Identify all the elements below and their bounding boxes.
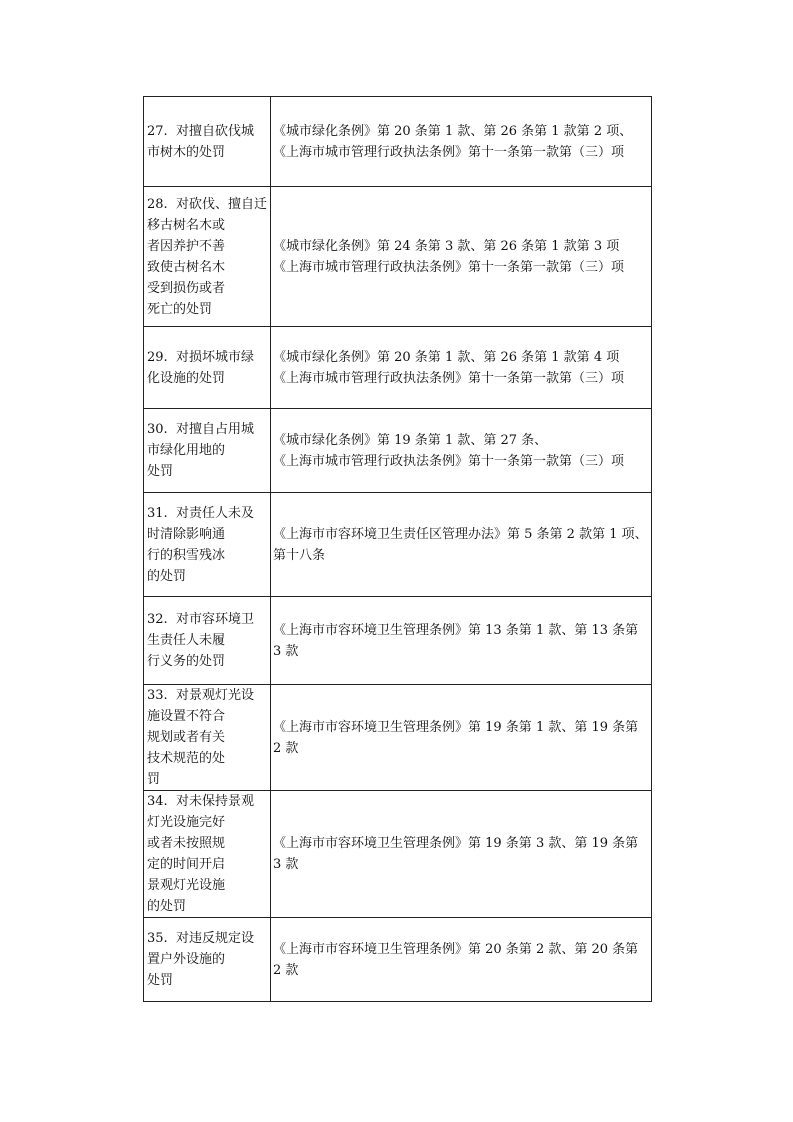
legal-basis-cell [271,327,652,409]
violation-cell [144,187,271,327]
item-head [147,503,268,524]
legal-basis-text [271,430,651,472]
item-number: 35. [147,931,168,946]
violation-line: 或者未按照规 [147,836,226,851]
item-head [147,685,268,706]
violation-cell [144,597,271,685]
violation-text [144,791,270,917]
violation-line: 灯光设施完好 [147,815,226,830]
violation-line: 景观灯光设施 [147,878,226,893]
legal-basis-text [271,717,651,759]
violation-text [144,347,270,389]
table-row [144,685,652,791]
violation-cell [144,918,271,1002]
violation-text [144,121,270,163]
violation-line: 处罚 [147,464,174,479]
violation-line: 定的时间开启 [147,857,226,872]
violation-line: 对擅自占用城 [176,422,255,437]
violation-line: 死亡的处罚 [147,301,213,317]
item-number: 27. [147,123,168,139]
legal-basis-cell [271,597,652,685]
violation-line: 对景观灯光设 [176,688,255,703]
violation-text [144,503,270,587]
legal-basis-line: 《上海市城市管理行政执法条例》第十一条第一款第（三）项 [273,259,625,275]
legal-basis-text [271,620,651,662]
item-head [147,419,268,440]
legal-basis-line: 《城市绿化条例》第 20 条第 1 款、第 26 条第 1 款第 4 项 [273,349,620,365]
legal-basis-cell [271,187,652,327]
violation-line: 对责任人未及 [176,505,255,521]
item-number: 33. [147,688,168,703]
table-row [144,918,652,1002]
violation-line: 行的积雪残冰 [147,547,226,563]
table-row [144,327,652,409]
item-number: 32. [147,612,168,627]
item-number: 28. [147,196,168,212]
violation-line: 对市容环境卫 [176,612,255,627]
violation-cell [144,791,271,918]
violation-line: 的处罚 [147,899,187,914]
legal-basis-text [271,524,651,566]
legal-basis-line: 《上海市市容环境卫生管理条例》第 19 条第 3 款、第 19 条第 [273,836,639,851]
violation-cell [144,685,271,791]
legal-basis-text [271,939,651,981]
item-head [147,928,268,949]
violation-text [144,194,270,320]
item-number: 31. [147,505,168,521]
violation-line: 化设施的处罚 [147,370,226,386]
legal-basis-line: 《上海市市容环境卫生管理条例》第 19 条第 1 款、第 19 条第 [273,719,639,735]
item-head [147,791,268,812]
violation-text [144,928,270,991]
item-number: 29. [147,349,168,365]
violation-line: 处罚 [147,973,174,988]
legal-basis-line: 2 款 [273,962,299,978]
violation-line: 致使古树名木 [147,259,226,275]
table-row [144,791,652,918]
table-body [144,97,652,1002]
violation-line: 市绿化用地的 [147,443,226,458]
legal-basis-line: 《上海市城市管理行政执法条例》第十一条第一款第（三）项 [273,144,625,160]
legal-basis-line: 第十八条 [273,547,326,563]
violation-line: 的处罚 [147,568,187,584]
legal-basis-line: 《上海市市容环境卫生管理条例》第 20 条第 2 款、第 20 条第 [273,941,639,957]
violation-cell [144,493,271,597]
violation-line: 时清除影响通 [147,526,226,542]
legal-basis-cell [271,97,652,187]
legal-basis-line: 《上海市市容环境卫生责任区管理办法》第 5 条第 2 款第 1 项、 [273,526,648,542]
item-head [147,347,268,368]
legal-basis-text [271,121,651,163]
violation-line: 对未保持景观 [176,794,255,809]
violation-line: 技术规范的处 [147,751,226,766]
violation-line: 对违反规定设 [176,931,255,946]
table-row [144,97,652,187]
penalty-basis-table [143,96,652,1002]
legal-basis-line: 2 款 [273,740,299,756]
item-head [147,194,268,215]
table-row [144,409,652,493]
violation-line: 者因养护不善 [147,238,226,254]
legal-basis-text [271,347,651,389]
legal-basis-line: 《城市绿化条例》第 19 条第 1 款、第 27 条、 [273,432,548,448]
item-number: 34. [147,794,168,809]
legal-basis-line: 3 款 [273,643,299,659]
legal-basis-text [271,833,651,875]
legal-basis-line: 《上海市城市管理行政执法条例》第十一条第一款第（三）项 [273,453,625,469]
legal-basis-cell [271,493,652,597]
violation-line: 生责任人未履 [147,633,226,648]
item-number: 30. [147,422,168,437]
legal-basis-line: 《上海市城市管理行政执法条例》第十一条第一款第（三）项 [273,370,625,386]
table-row [144,187,652,327]
violation-cell [144,97,271,187]
legal-basis-line: 3 款 [273,857,299,872]
violation-cell [144,327,271,409]
violation-text [144,419,270,482]
table-row [144,597,652,685]
violation-line: 受到损伤或者 [147,280,226,296]
legal-basis-line: 《城市绿化条例》第 24 条第 3 款、第 26 条第 1 款第 3 项 [273,238,620,254]
violation-line: 置户外设施的 [147,952,226,967]
legal-basis-cell [271,685,652,791]
legal-basis-cell [271,791,652,918]
violation-line: 对损坏城市绿 [176,349,255,365]
violation-line: 规划或者有关 [147,730,226,745]
violation-text [144,609,270,672]
violation-line: 罚 [147,772,161,787]
violation-line: 市树木的处罚 [147,144,226,160]
item-head [147,121,268,142]
violation-cell [144,409,271,493]
item-head [147,609,268,630]
violation-line: 对砍伐、擅自迁 [176,196,268,212]
violation-line: 对擅自砍伐城 [176,123,255,139]
violation-line: 施设置不符合 [147,709,226,724]
violation-line: 行义务的处罚 [147,654,226,669]
violation-line: 移古树名木或 [147,217,226,233]
legal-basis-cell [271,409,652,493]
violation-text [144,685,270,790]
legal-basis-line: 《城市绿化条例》第 20 条第 1 款、第 26 条第 1 款第 2 项、 [273,123,633,139]
legal-basis-text [271,236,651,278]
table-row [144,493,652,597]
legal-basis-line: 《上海市市容环境卫生管理条例》第 13 条第 1 款、第 13 条第 [273,622,639,638]
legal-basis-cell [271,918,652,1002]
